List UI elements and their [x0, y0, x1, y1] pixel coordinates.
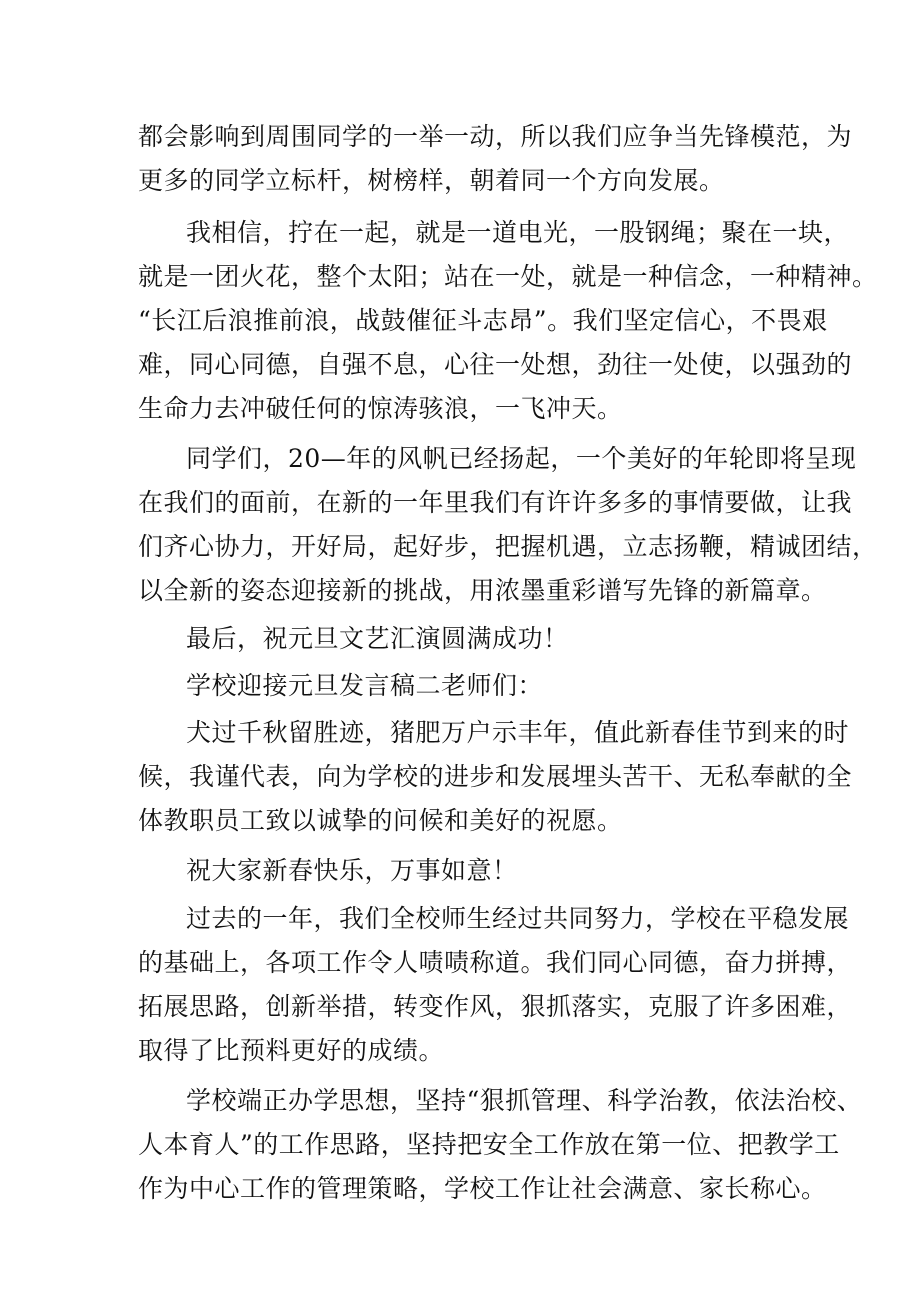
text-line: 在我们的面前，在新的一年里我们有许许多多的事情要做，让我 — [138, 488, 853, 517]
text-line: 生命力去冲破任何的惊涛骇浪，一飞冲天。 — [138, 394, 623, 423]
text-line: 作为中心工作的管理策略，学校工作让社会满意、家长称心。 — [138, 1174, 827, 1203]
text-line: 候，我谨代表，向为学校的进步和发展埋头苦干、无私奉献的全 — [138, 762, 853, 791]
text-line: 最后，祝元旦文艺汇演圆满成功！ — [186, 624, 569, 653]
text-line: 们齐心协力，开好局，起好步，把握机遇，立志扬鞭，精诚团结， — [138, 532, 878, 561]
text-line: 取得了比预料更好的成绩。 — [138, 1036, 445, 1065]
text-line: 祝大家新春快乐，万事如意！ — [186, 856, 518, 885]
text-line: 难，同心同德，自强不息，心往一处想，劲往一处使，以强劲的 — [138, 350, 853, 379]
text-line: 同学们，20—年的风帆已经扬起，一个美好的年轮即将呈现 — [186, 444, 857, 473]
text-line: 人本育人”的工作思路，坚持把安全工作放在第一位、把教学工 — [138, 1130, 840, 1159]
text-line: “长江后浪推前浪，战鼓催征斗志昂”。我们坚定信心，不畏艰 — [138, 306, 828, 335]
text-line: 都会影响到周围同学的一举一动，所以我们应争当先锋模范，为 — [138, 122, 853, 151]
text-line: 的基础上，各项工作令人啧啧称道。我们同心同德，奋力拼搏， — [138, 948, 853, 977]
text-line: 体教职员工致以诚挚的问候和美好的祝愿。 — [138, 806, 623, 835]
text-line: 过去的一年，我们全校师生经过共同努力，学校在平稳发展 — [186, 904, 850, 933]
text-line: 以全新的姿态迎接新的挑战，用浓墨重彩谱写先锋的新篇章。 — [138, 576, 827, 605]
text-line: 我相信，拧在一起，就是一道电光，一股钢绳；聚在一块， — [186, 218, 850, 247]
text-line: 犬过千秋留胜迹，猪肥万户示丰年，值此新春佳节到来的时 — [186, 718, 850, 747]
text-line: 更多的同学立标杆，树榜样，朝着同一个方向发展。 — [138, 166, 725, 195]
text-line: 学校迎接元旦发言稿二老师们： — [186, 671, 544, 700]
text-line: 拓展思路，创新举措，转变作风，狠抓落实，克服了许多困难， — [138, 992, 853, 1021]
text-line: 学校端正办学思想，坚持“狠抓管理、科学治教，依法治校、 — [186, 1086, 863, 1115]
text-line: 就是一团火花，整个太阳；站在一处，就是一种信念，一种精神。 — [138, 262, 878, 291]
